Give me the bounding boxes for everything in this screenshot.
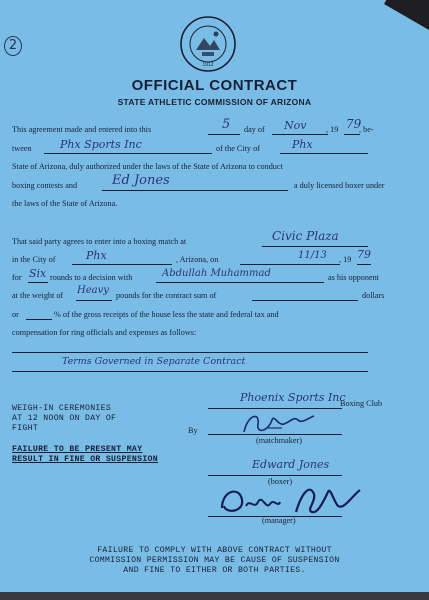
matchmaker-label: (matchmaker) xyxy=(256,436,302,445)
sum-blank xyxy=(252,300,358,301)
or-label: or xyxy=(12,310,19,319)
matchmaker-blank xyxy=(208,434,342,435)
terms-rule-1 xyxy=(12,352,368,353)
as-opponent-label: as his opponent xyxy=(328,273,379,282)
manager-signature-icon xyxy=(218,482,368,518)
state-seal-icon xyxy=(180,16,236,72)
boxing-club-label: Boxing Club xyxy=(340,399,383,408)
for-label: for xyxy=(12,273,22,282)
year-prefix: , 19 xyxy=(326,125,339,134)
percent-blank xyxy=(26,319,52,320)
boxing-contests-label: boxing contests and xyxy=(12,181,78,190)
warning-line-1: FAILURE TO BE PRESENT MAY xyxy=(12,445,143,454)
rounds-label: rounds to a decision with xyxy=(50,273,133,282)
date-value: 11/13 xyxy=(298,250,327,261)
match-city-blank xyxy=(72,264,172,265)
arizona-on-label: , Arizona, on xyxy=(176,255,219,264)
boxer-sign-blank xyxy=(208,475,342,476)
state-line: State of Arizona, duly authorized under the laws of the State of Arizona to conduct xyxy=(12,162,283,171)
page-number: 2 xyxy=(4,36,22,56)
weigh-in-line-3: FIGHT xyxy=(12,424,39,433)
match-city-value: Phx xyxy=(86,249,107,262)
venue-blank xyxy=(262,246,368,247)
boxer-blank xyxy=(102,190,288,191)
boxer-signature: Edward Jones xyxy=(252,458,330,471)
seal-year: 1912 xyxy=(202,62,214,68)
percent-label: % of the gross receipts of the house less the state and federal tax and xyxy=(54,310,279,319)
warning-line-2: RESULT IN FINE OR SUSPENSION xyxy=(12,455,158,464)
dollars-label: dollars xyxy=(362,291,385,300)
city-blank xyxy=(280,153,368,154)
match-year-blank xyxy=(357,264,371,265)
commission-name: STATE ATHLETIC COMMISSION OF ARIZONA xyxy=(117,97,312,107)
agrees-label: That said party agrees to enter into a boxing match at xyxy=(12,237,187,246)
footer-line-3: AND FINE TO EITHER OR BOTH PARTIES. xyxy=(123,566,306,575)
city-value: Phx xyxy=(292,138,313,151)
boxer-value: Ed Jones xyxy=(112,173,170,188)
boxer-label: (boxer) xyxy=(268,477,293,486)
page-edge xyxy=(0,592,429,600)
tween-label: tween xyxy=(12,144,32,153)
boxing-club-signature: Phoenix Sports Inc xyxy=(240,391,346,404)
month-blank xyxy=(272,134,328,135)
match-year-prefix: , 19 xyxy=(339,255,352,264)
footer-line-1: FAILURE TO COMPLY WITH ABOVE CONTRACT WITHOUT xyxy=(97,546,332,555)
weight-value: Heavy xyxy=(77,285,109,296)
weigh-in-line-2: AT 12 NOON ON DAY OF xyxy=(12,414,117,423)
city-label: of the City of xyxy=(216,144,260,153)
match-year-value: 79 xyxy=(357,248,371,261)
weight-blank xyxy=(76,300,112,301)
month-value: Nov xyxy=(284,119,307,132)
licensed-label: a duly licensed boxer under xyxy=(294,181,385,190)
be-label: , be- xyxy=(359,125,374,134)
day-of-label: day of xyxy=(244,125,265,134)
terms-value: Terms Governed in Separate Contract xyxy=(62,356,246,367)
agreement-label: This agreement made and entered into this xyxy=(12,125,152,134)
promoter-value: Phx Sports Inc xyxy=(60,138,142,151)
by-label: By xyxy=(188,426,198,435)
venue-value: Civic Plaza xyxy=(272,229,339,243)
laws-line: the laws of the State of Arizona. xyxy=(12,199,118,208)
manager-label: (manager) xyxy=(262,516,296,525)
date-blank xyxy=(240,264,340,265)
year-value: 79 xyxy=(346,117,362,131)
compensation-label: compensation for ring officials and expenses as follows: xyxy=(12,328,197,337)
club-blank xyxy=(208,408,342,409)
weight-label: at the weight of xyxy=(12,291,64,300)
weight-rest-label: pounds for the contract sum of xyxy=(116,291,217,300)
day-value: 5 xyxy=(222,117,231,132)
year-blank xyxy=(344,134,360,135)
day-blank xyxy=(208,134,240,135)
torn-corner xyxy=(384,0,429,34)
terms-rule-2 xyxy=(12,371,368,372)
opponent-blank xyxy=(156,282,324,283)
promoter-blank xyxy=(44,153,212,154)
rounds-blank xyxy=(28,282,48,283)
opponent-value: Abdullah Muhammad xyxy=(162,268,271,279)
in-city-label: in the City of xyxy=(12,255,56,264)
contract-title: OFFICIAL CONTRACT xyxy=(131,77,298,94)
rounds-value: Six xyxy=(29,267,47,280)
footer-line-2: COMMISSION PERMISSION MAY BE CAUSE OF SUSPENSION xyxy=(89,556,340,565)
weigh-in-line-1: WEIGH-IN CEREMONIES xyxy=(12,404,112,413)
